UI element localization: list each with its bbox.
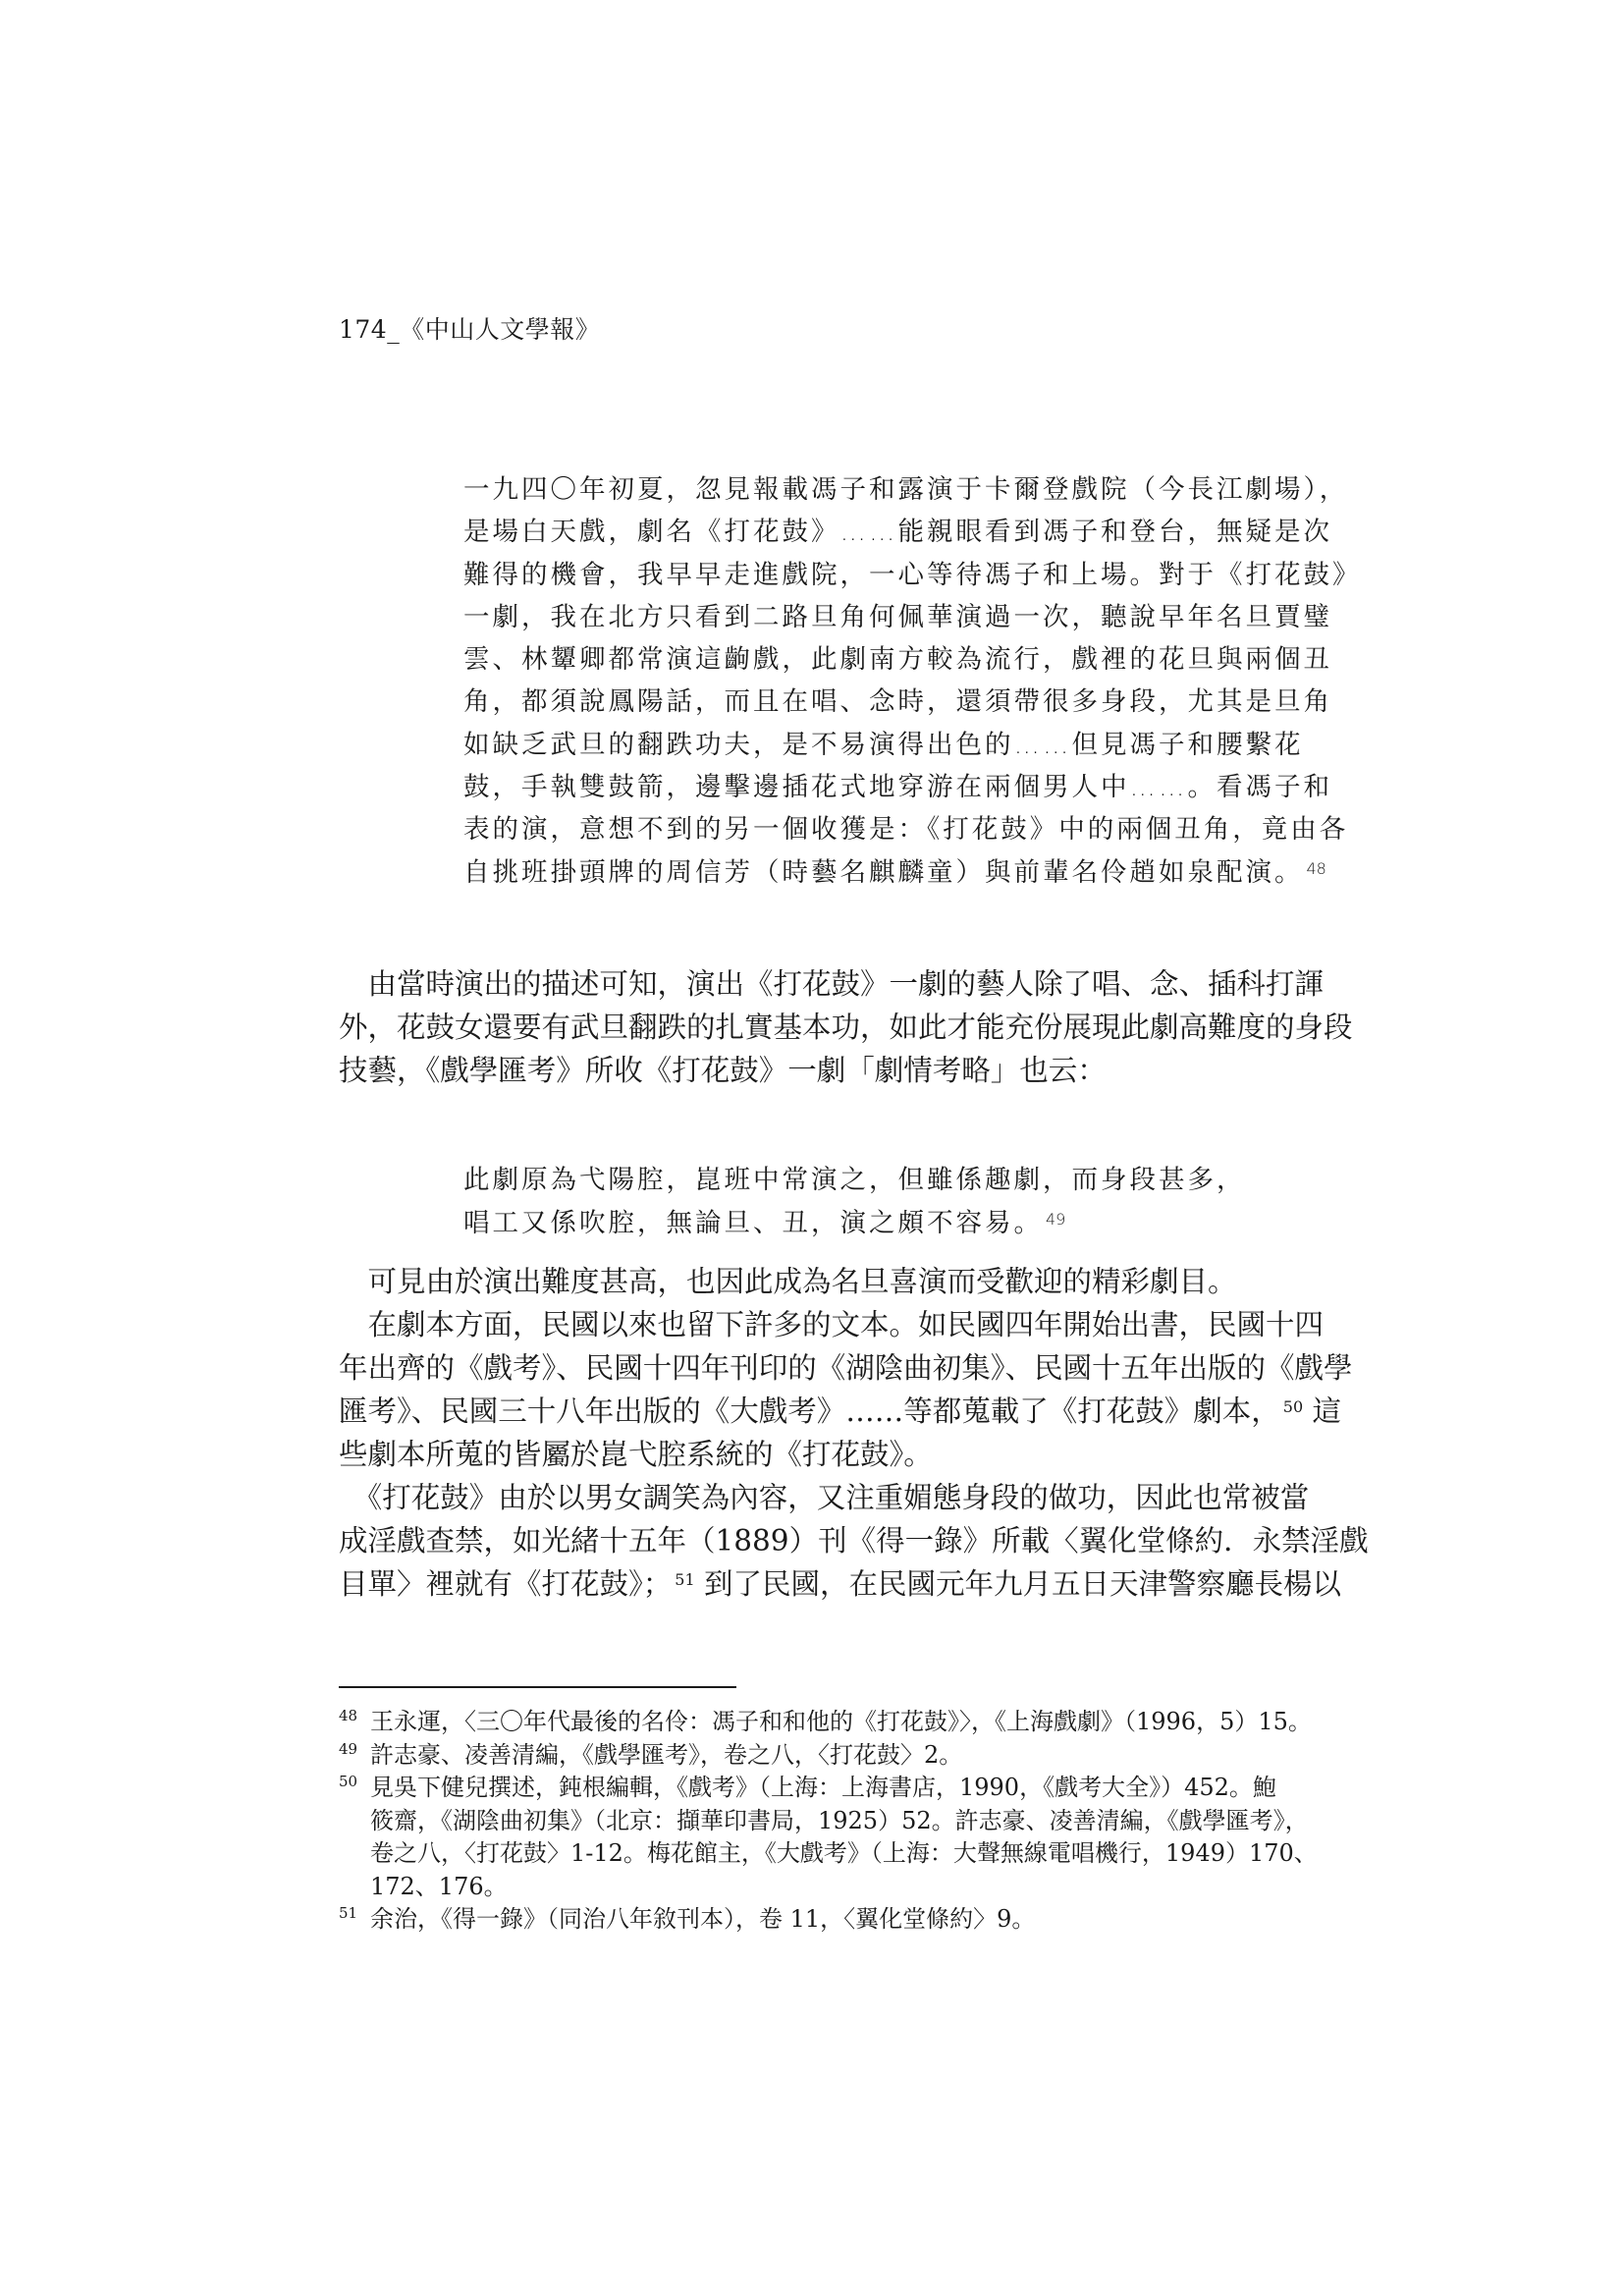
footnote-ref-50[interactable]: 50: [1282, 1397, 1304, 1416]
quote-line: 雲、林顰卿都常演這齣戲，此劇南方較為流行，戲裡的花旦與兩個丑: [463, 644, 1332, 676]
footnote-text: 筱齋，《湖陰曲初集》（北京：擷華印書局，1925）52。許志豪、凌善清編，《戲學匯考》，: [370, 1806, 1309, 1834]
body-paragraph-1: [339, 962, 1353, 1092]
footnote-separator: [339, 1686, 736, 1688]
running-title: 174_《中山人文學報》: [339, 315, 601, 344]
footnote-text: 余治，《得一錄》（同治八年敘刊本），卷 11，〈翼化堂條約〉9。: [370, 1905, 1036, 1933]
footnote-text: 172、176。: [370, 1872, 508, 1900]
running-header: [339, 308, 600, 352]
body-line-text: 這: [1303, 1394, 1342, 1428]
quote-line: 是場白天戲，劇名《打花鼓》……能親眼看到馮子和登台，無疑是次: [463, 517, 1332, 548]
footnote-text: 卷之八，〈打花鼓〉1-12。梅花館主，《大戲考》（上海：大聲無線電唱機行，1949）170、: [370, 1839, 1318, 1867]
body-line: 在劇本方面，民國以來也留下許多的文本。如民國四年開始出書，民國十四: [339, 1308, 1325, 1341]
footnote-ref-49[interactable]: 49: [1046, 1210, 1066, 1229]
body-line: 外，花鼓女還要有武旦翻跌的扎實基本功，如此才能充份展現此劇高難度的身段: [339, 1011, 1353, 1044]
footnote-number: 50: [339, 1773, 358, 1790]
quote-line: 角，都須說鳳陽話，而且在唱、念時，還須帶很多身段，尤其是旦角: [463, 686, 1332, 718]
footnote-text: 許志豪、凌善清編，《戲學匯考》，卷之八，〈打花鼓〉2。: [370, 1740, 963, 1769]
quote-line: 一劇，我在北方只看到二路旦角何佩華演過一次，聽說早年名旦賈璧: [463, 601, 1332, 632]
block-quote-1: [463, 468, 1362, 894]
body-line: 成淫戲查禁，如光緒十五年（1889）刊《得一錄》所載〈翼化堂條約．永禁淫戲: [339, 1524, 1369, 1558]
footnote-ref-51[interactable]: 51: [675, 1570, 695, 1589]
quote-line: 如缺乏武旦的翻跌功夫，是不易演得出色的……但見馮子和腰繫花: [463, 729, 1304, 760]
body-line: 由當時演出的描述可知，演出《打花鼓》一劇的藝人除了唱、念、插科打諢: [339, 967, 1325, 1001]
quote-line: [463, 1202, 1327, 1245]
quote-line-text: 自挑班掛頭牌的周信芳（時藝名麒麟童）與前輩名伶趙如泉配演。: [463, 856, 1304, 888]
footnote-ref-48[interactable]: 48: [1306, 858, 1326, 878]
quote-line: 難得的機會，我早早走進戲院，一心等待馮子和上場。對于《打花鼓》: [463, 559, 1362, 590]
body-line: 技藝，《戲學匯考》所收《打花鼓》一劇「劇情考略」也云：: [339, 1054, 1107, 1087]
body-line: 《打花鼓》由於以男女調笑為內容，又注重媚態身段的做功，因此也常被當: [339, 1481, 1310, 1514]
body-line: [339, 1390, 1342, 1433]
body-line: 可見由於演出難度甚高，也因此成為名旦喜演而受歡迎的精彩劇目。: [339, 1265, 1237, 1298]
quote-line: [463, 851, 1327, 894]
body-paragraph-2: [339, 1260, 1369, 1606]
body-line: 年出齊的《戲考》、民國十四年刊印的《湖陰曲初集》、民國十五年出版的《戲學: [339, 1351, 1353, 1385]
footnote-number: 49: [339, 1739, 358, 1758]
body-line: [339, 1562, 1342, 1606]
footnote-49: [339, 1739, 1306, 1773]
footnotes: [339, 1706, 1318, 1937]
quote-line: 此劇原為弋陽腔，崑班中常演之，但雖係趣劇，而身段甚多，: [463, 1165, 1246, 1195]
footnote-text: 王永運，〈三〇年代最後的名伶：馮子和和他的《打花鼓》〉，《上海戲劇》（1996，5）15。: [370, 1708, 1312, 1735]
block-quote-2: [463, 1159, 1327, 1245]
quote-line: 表的演，意想不到的另一個收獲是：《打花鼓》中的兩個丑角，竟由各: [463, 814, 1349, 846]
footnote-51: [339, 1903, 1306, 1937]
body-line: 些劇本所蒐的皆屬於崑弋腔系統的《打花鼓》。: [339, 1438, 933, 1471]
quote-line: 一九四〇年初夏，忽見報載馮子和露演于卡爾登戲院（今長江劇場），: [463, 474, 1349, 505]
footnote-48: [339, 1706, 1312, 1739]
body-line-text: 到了民國，在民國元年九月五日天津警察廳長楊以: [694, 1567, 1342, 1601]
footnote-number: 48: [339, 1707, 358, 1724]
quote-line: 鼓，手執雙鼓箭，邊擊邊插花式地穿游在兩個男人中……。看馮子和: [463, 772, 1332, 803]
body-line-text: 目單〉裡就有《打花鼓》；: [339, 1567, 673, 1601]
footnote-number: 51: [339, 1904, 358, 1922]
quote-line-text: 唱工又係吹腔，無論旦、丑，演之頗不容易。: [463, 1208, 1043, 1238]
footnote-text: 見吳下健兒撰述，鈍根編輯，《戲考》（上海：上海書店，1990，《戲考大全》）452。鮑: [370, 1774, 1276, 1801]
footnote-50: [339, 1772, 1318, 1903]
body-line-text: 匯考》、民國三十八年出版的《大戲考》……等都蒐載了《打花鼓》劇本，: [339, 1394, 1280, 1428]
